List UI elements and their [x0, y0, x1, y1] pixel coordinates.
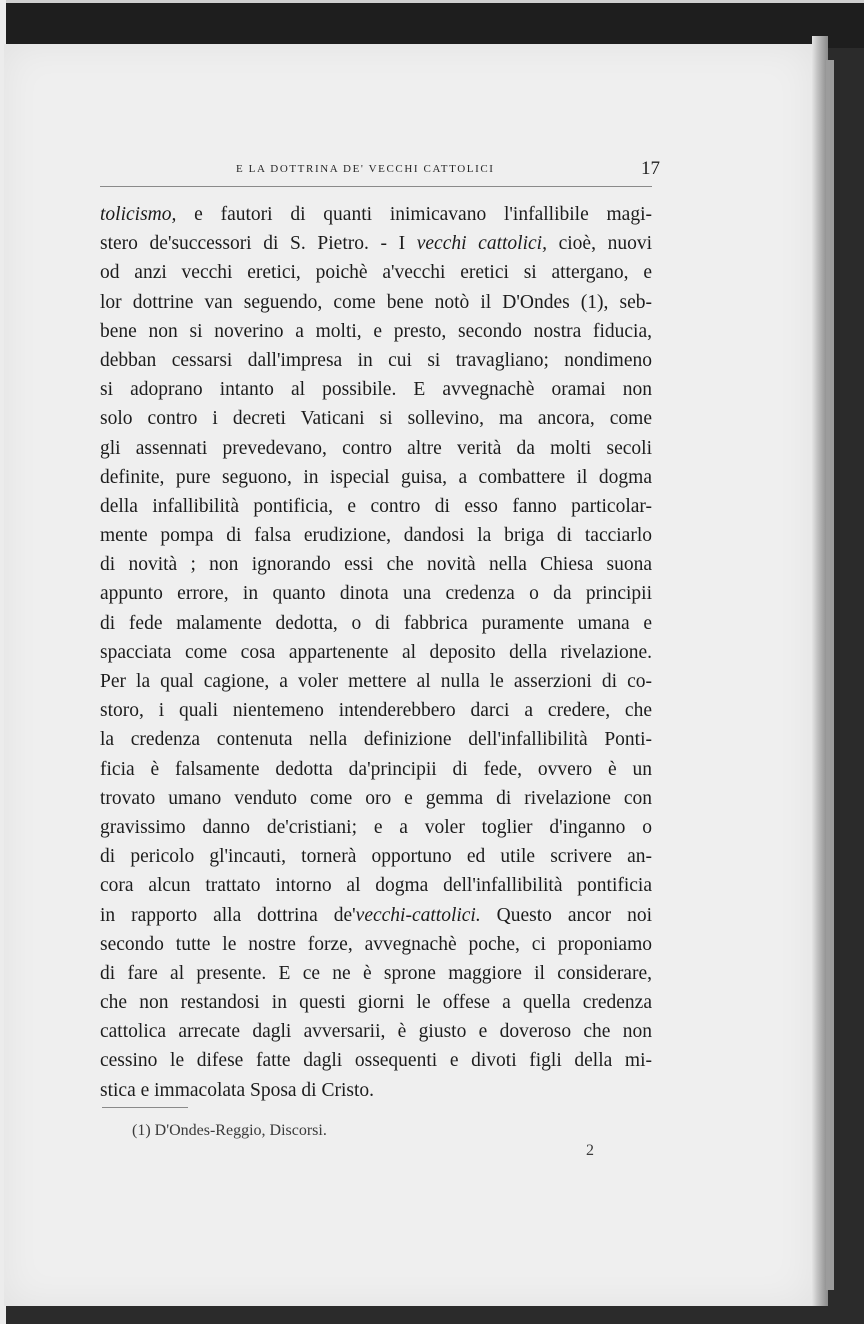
text-line — [100, 579, 652, 608]
text-line — [100, 288, 652, 317]
text-segment: si adoprano intanto al possibile. E avvegnachè oramai non — [100, 379, 652, 401]
text-segment: debban cessarsi dall'impresa in cui si travagliano; nondimeno — [100, 349, 652, 371]
text-line — [100, 317, 652, 346]
text-line — [100, 1046, 652, 1075]
text-line — [100, 871, 652, 900]
text-segment: trovato umano venduto come oro e gemma di rivelazione con — [100, 787, 652, 809]
text-segment: bene non si noverino a molti, e presto, secondo nostra fiducia, — [100, 320, 652, 342]
text-segment: gravissimo danno de'cristiani; e a voler toglier d'inganno o — [100, 816, 652, 838]
text-line — [100, 550, 652, 579]
italic-text: vecchi cattolici, — [416, 233, 547, 255]
text-line — [100, 901, 652, 930]
text-segment: secondo tutte le nostre forze, avvegnachè poche, ci proponiamo — [100, 933, 652, 955]
text-segment: solo contro i decreti Vaticani si sollevino, ma ancora, come — [100, 408, 652, 430]
text-line — [100, 229, 652, 258]
text-line — [100, 725, 652, 754]
text-line — [100, 200, 652, 229]
text-segment: e fautori di quanti inimicavano l'infallibile magi- — [176, 204, 652, 225]
text-segment: di novità ; non ignorando essi che novità nella Chiesa suona — [100, 554, 652, 576]
text-line — [100, 959, 652, 988]
main-text — [100, 200, 652, 1105]
text-segment: gli assennati prevedevano, contro altre verità da molti secoli — [100, 437, 652, 459]
text-line — [100, 434, 652, 463]
text-line — [100, 346, 652, 375]
text-line — [100, 375, 652, 404]
text-segment: di fare al presente. E ce ne è sprone maggiore il considerare, — [100, 962, 652, 984]
text-line — [100, 813, 652, 842]
text-line — [100, 842, 652, 871]
text-segment: che non restandosi in questi giorni le offese a quella credenza — [100, 992, 652, 1014]
text-line — [100, 696, 652, 725]
text-segment: di fede malamente dedotta, o di fabbrica puramente umana e — [100, 612, 652, 634]
text-line — [100, 638, 652, 667]
text-segment: stero de'successori di S. Pietro. - I — [100, 233, 417, 255]
text-segment: ficia è falsamente dedotta da'principii di fede, ovvero è un — [100, 758, 652, 780]
text-segment: in rapporto alla dottrina de' — [100, 904, 356, 926]
text-line — [100, 988, 652, 1017]
signature-mark: 2 — [586, 1142, 594, 1159]
text-segment: od anzi vecchi eretici, poichè a'vecchi eretici si attergano, e — [100, 262, 652, 284]
footnote-rule — [102, 1107, 188, 1108]
text-segment: Per la qual cagione, a voler mettere al nulla le asserzioni di co- — [100, 671, 652, 692]
text-line — [100, 755, 652, 784]
text-segment: definite, pure seguono, in ispecial guisa, a combattere il dogma — [100, 466, 652, 488]
book-page-edge-shadow — [826, 60, 834, 1290]
page-number: 17 — [641, 158, 660, 179]
text-line — [100, 404, 652, 433]
scan-border-top — [0, 0, 864, 48]
text-segment: cora alcun trattato intorno al dogma dell'infallibilità pontificia — [100, 875, 652, 897]
text-segment: Questo ancor noi — [480, 904, 652, 926]
text-line — [100, 609, 652, 638]
text-segment: lor dottrine van seguendo, come bene notò il D'Ondes (1), seb- — [100, 291, 652, 313]
text-line — [100, 930, 652, 959]
text-segment: di pericolo gl'incauti, tornerà opportuno ed utile scrivere an- — [100, 846, 652, 868]
text-segment: cattolica arrecate dagli avversarii, è giusto e doveroso che non — [100, 1021, 652, 1043]
text-line — [100, 258, 652, 287]
text-segment: della infallibilità pontificia, e contro di esso fanno particolar- — [100, 495, 652, 517]
text-line — [100, 1017, 652, 1046]
text-segment: stica e immacolata Sposa di Cristo. — [100, 1079, 375, 1101]
italic-text: vecchi-cattolici. — [355, 904, 481, 926]
text-segment: appunto errore, in quanto dinota una credenza o da principii — [100, 583, 652, 605]
text-line — [100, 667, 652, 696]
italic-text: tolicismo, — [100, 204, 177, 225]
text-segment: storo, i quali nientemeno intenderebbero darci a credere, che — [100, 700, 652, 722]
text-line — [100, 492, 652, 521]
text-segment: cioè, nuovi — [546, 233, 652, 255]
text-line — [100, 784, 652, 813]
text-segment: la credenza contenuta nella definizione dell'infallibilità Ponti- — [100, 729, 652, 751]
text-segment: cessino le difese fatte dagli ossequenti e divoti figli della mi- — [100, 1050, 652, 1072]
text-line — [100, 463, 652, 492]
text-segment: mente pompa di falsa erudizione, dandosi la briga di tacciarlo — [100, 525, 652, 547]
text-line — [100, 521, 652, 550]
text-line — [100, 1076, 652, 1105]
header-rule — [100, 186, 652, 187]
text-segment: spacciata come cosa appartenente al deposito della rivelazione. — [100, 641, 652, 663]
running-head: E LA DOTTRINA DE' VECCHI CATTOLICI — [236, 163, 495, 175]
footnote: (1) D'Ondes-Reggio, Discorsi. — [132, 1122, 327, 1139]
